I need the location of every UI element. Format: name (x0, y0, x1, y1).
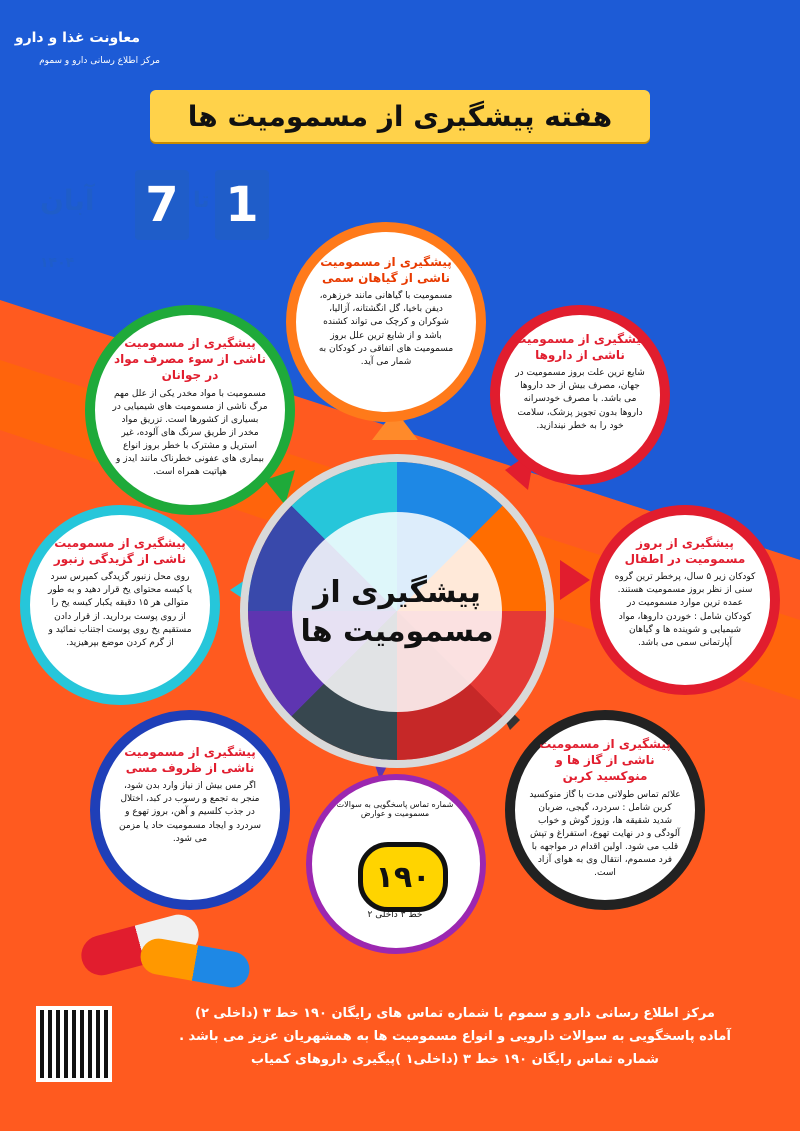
call-bottom-text: خط ۳ داخلی ۲ (367, 910, 423, 920)
topic-youth-title: پیشگیری از مسمومیت ناشی از سوء مصرف مواد در جوانان (113, 336, 267, 383)
topic-gas-title: پیشگیری از مسمومیت ناشی از گاز ها و منوکسید کربن (539, 737, 671, 784)
topic-youth-body: مسمومیت با مواد مخدر یکی از علل مهم مرگ ناشی از مسمومیت های شیمیایی در بسیاری از کشورها است. تزریق مواد مخدر از طریق سرنگ های آلوده، غیر استریل و مشترک با خطر بروز انواع بیماری های عفونی خطرناک مانند ایدز و هپاتیت همراه است. (112, 388, 268, 477)
topic-children-title: پیشگیری از بروز مسمومیت در اطفال (624, 536, 746, 567)
topic-copper-body: اگر مس بیش از نیاز وارد بدن شود، منجر به تجمع و رسوب در کبد، اختلال در جذب کلسیم و آهن، بروز تهوع و سردرد و ایجاد مسمومیت حاد یا مزمن می شود. (118, 781, 262, 844)
date-end: 7 (135, 170, 189, 240)
topic-bee (20, 505, 220, 705)
topic-bee-body: روی محل زنبور گزیدگی کمپرس سرد یا کیسه محتوای یخ قرار دهید و به طور متوالی هر ۱۵ دقیقه یکبار کیسه یخ را از روی پوست بردارید. از قرار دادن مستقیم یخ روی پوست اجتناب نمائید و از گرم کردن موضع بپرهیزید. (48, 572, 192, 648)
topic-plants-title: پیشگیری از مسمومیت ناشی از گیاهان سمی (320, 255, 452, 286)
topic-bee-title: پیشگیری از مسمومیت ناشی از گزیدگی زنبور (53, 536, 187, 567)
center-title-line-1: پیشگیری از (313, 575, 481, 610)
year: ۱۴۰۴ (40, 255, 75, 271)
date-start: 1 (215, 170, 269, 240)
date-month: آبان (40, 184, 95, 217)
organization-name: معاونت غذا و دارو (14, 30, 140, 46)
topic-plants (286, 222, 486, 422)
topic-drugs (490, 305, 670, 485)
footer-line-2: آماده پاسخگویی به سوالات دارویی و انواع مسمومیت ها به همشهریان عزیز می باشد . (179, 1028, 731, 1044)
call-top-text: شماره تماس پاسخگویی به سوالات مسمومیت و عوارض (336, 800, 454, 818)
date-to: تا (193, 188, 210, 213)
topic-children (590, 505, 780, 695)
topic-drugs-body: شایع ترین علت بروز مسمومیت در جهان، مصرف بیش از حد داروها می باشد. با مصرف خودسرانه داروها بدون تجویز پزشک، سلامت خود را به خطر نیندازید. (515, 368, 645, 431)
footer-line-3: شماره تماس رایگان ۱۹۰ خط ۳ (داخلی۱ )پیگیری داروهای کمیاب (251, 1051, 659, 1067)
call-number[interactable]: ۱۹۰ (358, 842, 448, 912)
center-title-line-2: مسمومیت ها (300, 614, 494, 649)
topic-gas (505, 710, 705, 910)
center-title (292, 512, 502, 712)
organization-center: مرکز اطلاع رسانی دارو و سموم (39, 56, 160, 66)
topic-copper (90, 710, 290, 910)
footer-line-1: مرکز اطلاع رسانی دارو و سموم با شماره تماس های رایگان ۱۹۰ خط ۳ (داخلی ۲) (195, 1006, 715, 1021)
footer (125, 1003, 785, 1071)
topic-children-body: کودکان زیر ۵ سال، پرخطر ترین گروه سنی از نظر بروز مسمومیت هستند. عمده ترین موارد مسمومیت در کودکان شامل : خوردن داروها، مواد شیمیایی و شوینده ها و گیاهان آپارتمانی سمی می باشد. (614, 572, 756, 648)
topic-copper-title: پیشگیری از مسمومیت ناشی از ظروف مسی (124, 745, 256, 776)
topic-drugs-title: پیشگیری از مسمومیت ناشی از داروها (514, 332, 646, 363)
banner-title: هفته پیشگیری از مسمومیت ها (150, 90, 650, 142)
topic-youth (85, 305, 295, 515)
topic-plants-body: مسمومیت با گیاهانی مانند خرزهره، دیفن باخیا، گل انگشتانه، آزالیا، شوکران و کرچک می تواند کشنده باشد و از شایع ترین علل بروز مسمومیت های اتفاقی در کودکان به شمار می آید. (318, 291, 454, 367)
topic-gas-body: علائم تماس طولانی مدت با گاز منوکسید کربن شامل : سردرد، گیجی، ضربان شدید شقیقه ها، وزوز گوش و خواب آلودگی و در نهایت تهوع، استفراغ و تپش قلب می شود. اولین اقدام در مواجهه با فرد مسموم، انتقال وی به هوای آزاد است. (529, 789, 681, 878)
qr-code[interactable] (40, 1010, 108, 1078)
